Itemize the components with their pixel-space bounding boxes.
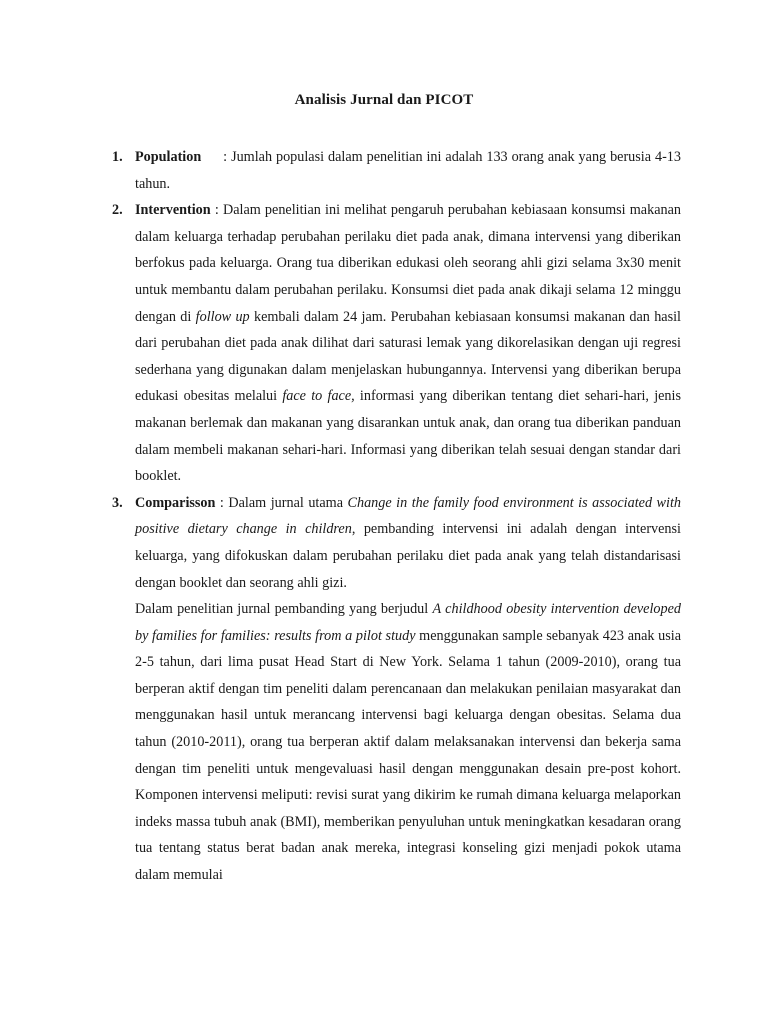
intervention-text-2: kembali dalam 24 jam. Perubahan kebiasaan konsumsi makanan dan hasil dari perubahan diet pada anak dilihat dari saturasi lemak yang dikorelasikan dengan uji regresi sederhana yang digunakan dalam menjelaskan hubungannya. Intervensi yang diberikan berupa edukasi obesitas melalui — [135, 308, 681, 405]
term-population: Population — [135, 149, 202, 165]
comparisson-para2-text-2: menggunakan sample sebanyak 423 anak usia 2-5 tahun, dari lima pusat Head Start di New York. Selama 1 tahun (2009-2010), orang tua berperan aktif dengan tim peneliti dalam perencanaan dan melakukan penilaian masyarakat dan menggunakan hasil untuk merancang intervensi bagi keluarga dengan obesitas. Selama dua tahun (2010-2011), orang tua berperan aktif dalam melaksanakan intervensi dan bekerja sama dengan tim peneliti untuk mengevaluasi hasil dengan menggunakan desain pre-post kohort. Komponen intervensi meliputi: revisi surat yang dikirim ke rumah dimana keluarga melaporkan indeks massa tubuh anak (BMI), memberikan penyuluhan untuk meningkatkan kesadaran orang tua tentang status berat badan anak mereka, integrasi konseling gizi menjadi pokok utama dalam memulai — [135, 627, 681, 884]
intervention-text-3: informasi yang diberikan tentang diet sehari-hari, jenis makanan berlemak dan makanan yang disarankan untuk anak, dan orang tua diberikan panduan dalam membeli makanan sehari-hari. Informasi yang diberikan telah sesuai dengan standar dari booklet. — [135, 388, 681, 485]
comparisson-para2-text-1: Dalam penelitian jurnal pembanding yang berjudul — [135, 601, 433, 618]
separator: : — [215, 494, 229, 511]
list-item-intervention — [112, 197, 681, 490]
list-item-population — [112, 144, 681, 197]
list-number: 1. — [112, 149, 123, 165]
comparisson-paragraph-2 — [135, 596, 681, 889]
term-comparisson: Comparisson — [135, 494, 216, 511]
term-intervention: Intervention — [135, 202, 211, 219]
main-journal-title: Change in the family food environment is associated with positive dietary change in children — [135, 494, 681, 538]
intervention-italic-2: face to face, — [282, 388, 355, 405]
list-number: 2. — [112, 202, 123, 219]
comparisson-text-2: , pembanding intervensi ini adalah dengan intervensi keluarga, yang difokuskan dalam perubahan perilaku diet pada anak yang telah distandarisasi dengan booklet dan seorang ahli gizi. — [135, 521, 681, 591]
comparisson-paragraph-1 — [135, 490, 681, 596]
list-item-comparisson — [112, 490, 681, 889]
separator: : — [219, 149, 232, 165]
picot-list — [112, 144, 681, 889]
intervention-italic-1: follow up — [195, 308, 250, 325]
population-text: Jumlah populasi dalam penelitian ini adalah 133 orang anak yang berusia 4-13 tahun. — [135, 149, 681, 192]
separator: : — [210, 202, 223, 219]
document-title: Analisis Jurnal dan PICOT — [294, 92, 474, 108]
document-body — [112, 144, 681, 889]
intervention-text-1: Dalam penelitian ini melihat pengaruh perubahan kebiasaan konsumsi makanan dalam keluarga terhadap perubahan perilaku diet pada anak, dimana intervensi yang diberikan berfokus pada keluarga. Orang tua diberikan edukasi oleh seorang ahli gizi selama 3x30 menit untuk membantu dalam perubahan perilaku. Konsumsi diet pada anak dikaji selama 12 minggu dengan di — [135, 202, 681, 325]
comparison-journal-title: A childhood obesity intervention developed by families for families: results from a pilot study — [135, 601, 681, 644]
list-number: 3. — [112, 494, 123, 511]
comparisson-text-1: Dalam jurnal utama — [228, 494, 348, 511]
